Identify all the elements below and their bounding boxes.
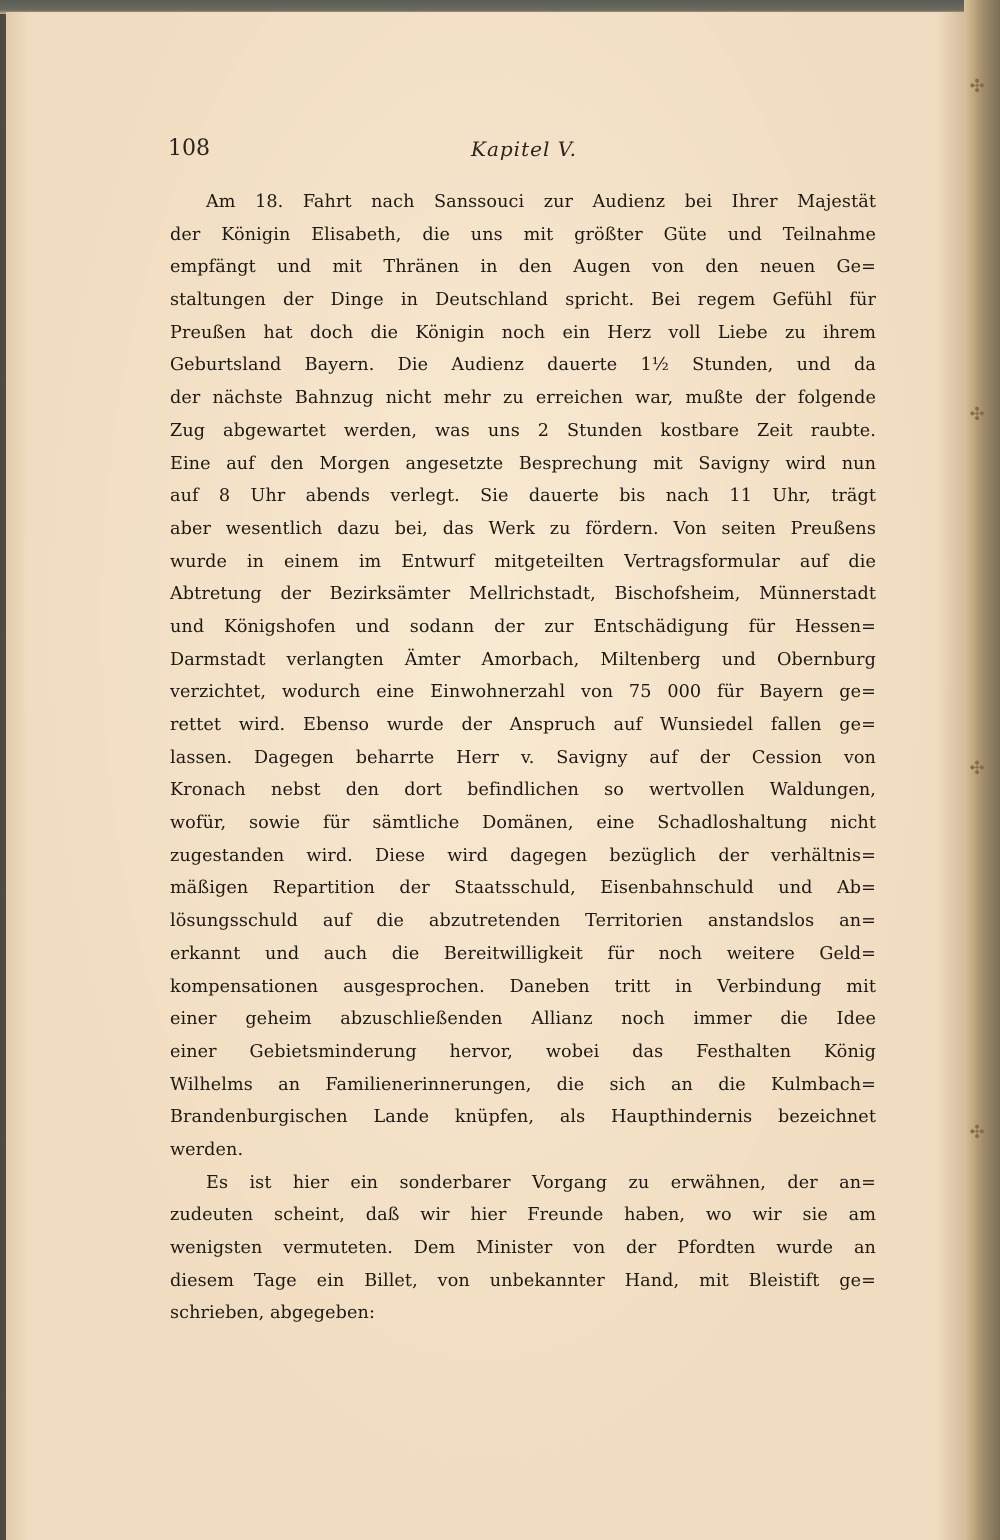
text-line: erkannt und auch die Bereitwilligkeit für noch weitere Geld= bbox=[170, 943, 876, 964]
text-line: zudeuten scheint, daß wir hier Freunde haben, wo wir sie am bbox=[170, 1205, 876, 1226]
text-line: und Königshofen und sodann der zur Entschädigung für Hessen= bbox=[170, 616, 876, 637]
binding-thread-mark-icon: ✣ bbox=[969, 758, 985, 779]
binding-thread-mark-icon: ✣ bbox=[969, 76, 985, 97]
text-line: Kronach nebst den dort befindlichen so wertvollen Waldungen, bbox=[170, 780, 876, 801]
text-line: Es ist hier ein sonderbarer Vorgang zu erwähnen, der an= bbox=[206, 1172, 876, 1193]
text-line: Darmstadt verlangten Ämter Amorbach, Miltenberg und Obernburg bbox=[170, 649, 876, 670]
running-head bbox=[168, 136, 880, 166]
text-line: einer Gebietsminderung hervor, wobei das Festhalten König bbox=[170, 1041, 876, 1062]
binding-thread-mark-icon: ✣ bbox=[969, 404, 985, 425]
text-line: wofür, sowie für sämtliche Domänen, eine Schadloshaltung nicht bbox=[170, 813, 876, 834]
text-line: Geburtsland Bayern. Die Audienz dauerte 1½ Stunden, und da bbox=[170, 355, 876, 376]
text-line: wenigsten vermuteten. Dem Minister von der Pfordten wurde an bbox=[170, 1238, 876, 1258]
text-line: der Königin Elisabeth, die uns mit größter Güte und Teilnahme bbox=[170, 224, 876, 245]
text-line: empfängt und mit Thränen in den Augen von den neuen Ge= bbox=[170, 257, 876, 278]
paragraph bbox=[170, 186, 876, 1167]
text-line: Brandenburgischen Lande knüpfen, als Haupthindernis bezeichnet bbox=[170, 1107, 876, 1128]
text-line: mäßigen Repartition der Staatsschuld, Eisenbahnschuld und Ab= bbox=[170, 878, 876, 899]
text-line: schrieben, abgegeben: bbox=[170, 1303, 375, 1324]
text-line: der nächste Bahnzug nicht mehr zu erreichen war, mußte der folgende bbox=[170, 388, 876, 409]
text-line: staltungen der Dinge in Deutschland spricht. Bei regem Gefühl für bbox=[170, 290, 876, 311]
text-line: Zug abgewartet werden, was uns 2 Stunden kostbare Zeit raubte. bbox=[170, 420, 876, 441]
text-line: kompensationen ausgesprochen. Daneben tritt in Verbindung mit bbox=[170, 976, 876, 997]
text-line: Abtretung der Bezirksämter Mellrichstadt, Bischofsheim, Münnerstadt bbox=[170, 584, 876, 605]
text-line: Am 18. Fahrt nach Sanssouci zur Audienz bei Ihrer Majestät bbox=[206, 192, 876, 212]
text-line: aber wesentlich dazu bei, das Werk zu fördern. Von seiten Preußens bbox=[170, 518, 876, 539]
text-line: einer geheim abzuschließenden Allianz noch immer die Idee bbox=[170, 1009, 876, 1030]
text-line: Wilhelms an Familienerinnerungen, die sich an die Kulmbach= bbox=[170, 1074, 876, 1095]
text-line: wurde in einem im Entwurf mitgeteilten Vertragsformular auf die bbox=[170, 551, 876, 572]
text-line: auf 8 Uhr abends verlegt. Sie dauerte bis nach 11 Uhr, trägt bbox=[170, 486, 876, 507]
text-line: Eine auf den Morgen angesetzte Besprechung mit Savigny wird nun bbox=[170, 453, 876, 474]
text-line: Preußen hat doch die Königin noch ein Herz voll Liebe zu ihrem bbox=[170, 322, 876, 343]
page-number: 108 bbox=[168, 136, 210, 161]
text-line: rettet wird. Ebenso wurde der Anspruch auf Wunsiedel fallen ge= bbox=[170, 715, 876, 735]
text-line: werden. bbox=[170, 1139, 244, 1160]
text-line: zugestanden wird. Diese wird dagegen bezüglich der verhältnis= bbox=[170, 845, 876, 866]
text-line: diesem Tage ein Billet, von unbekannter Hand, mit Bleistift ge= bbox=[170, 1270, 876, 1291]
paragraph bbox=[170, 1167, 876, 1330]
text-line: lassen. Dagegen beharrte Herr v. Savigny auf der Cession von bbox=[170, 747, 876, 768]
body-text bbox=[170, 186, 876, 1330]
text-line: verzichtet, wodurch eine Einwohnerzahl von 75 000 für Bayern ge= bbox=[170, 682, 876, 703]
text-line: lösungsschuld auf die abzutretenden Territorien anstandslos an= bbox=[170, 911, 876, 932]
binding-thread-mark-icon: ✣ bbox=[969, 1122, 985, 1143]
chapter-title: Kapitel V. bbox=[471, 137, 577, 161]
